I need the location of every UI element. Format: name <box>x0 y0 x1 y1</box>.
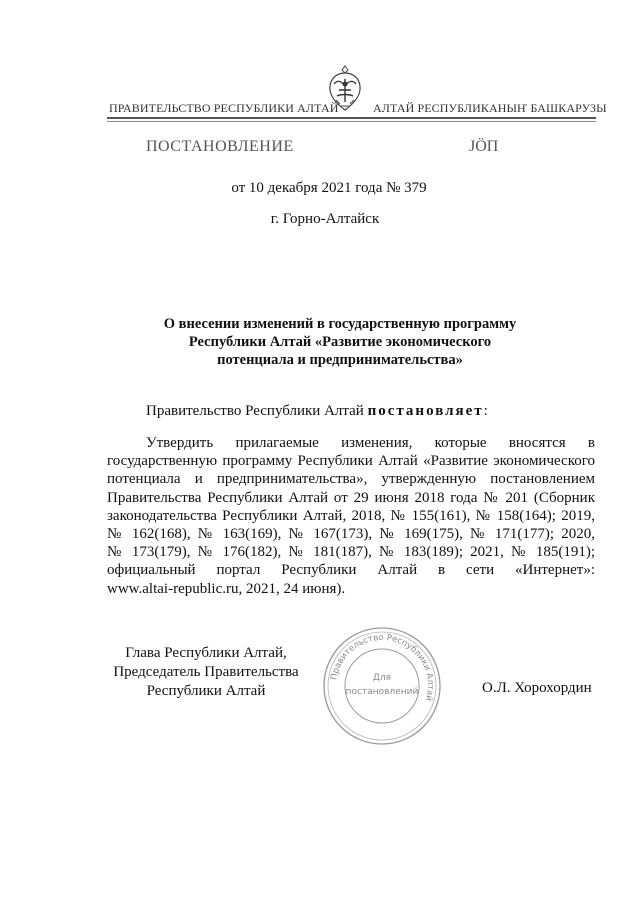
body-line: Правительства Республики Алтай от 29 июня 2018 года № 201 (Сборник <box>107 489 595 506</box>
preamble-verb: постановляет <box>367 403 484 419</box>
title-line: потенциала и предпринимательства» <box>217 352 463 368</box>
document-title <box>140 315 540 369</box>
preamble-subject: Правительство Республики Алтай <box>146 403 364 419</box>
official-stamp <box>320 624 444 748</box>
stamp-center-text: постановлений <box>345 687 419 697</box>
header-left-title: ПРАВИТЕЛЬСТВО РЕСПУБЛИКИ АЛТАЙ <box>109 101 339 115</box>
document-type-ru: ПОСТАНОВЛЕНИЕ <box>146 138 294 155</box>
body-line: законодательства Республики Алтай, 2018, № 155(161), № 158(164); 2019, <box>107 507 595 524</box>
stamp-center-text: Для <box>372 673 392 683</box>
body-line: официальный портал Республики Алтай в сети «Интернет»: <box>107 562 595 579</box>
position-line: Республики Алтай <box>146 683 266 699</box>
preamble <box>146 403 488 420</box>
position-line: Глава Республики Алтай, <box>125 645 287 661</box>
title-line: Республики Алтай «Развитие экономического <box>188 334 492 350</box>
date-number-line: от 10 декабря 2021 года № 379 <box>231 180 427 196</box>
body-line: № 162(168), № 163(169), № 167(173), № 169(175), № 171(177); 2020, <box>107 526 595 543</box>
stamp-ring-text: Правительство Республики Алтай <box>329 632 436 703</box>
signatory-position <box>108 644 304 701</box>
position-line: Председатель Правительства <box>113 664 299 680</box>
body-line: № 173(179), № 176(182), № 181(187), № 183(189); 2021, № 185(191); <box>107 544 595 561</box>
title-line: О внесении изменений в государственную программу <box>163 316 517 332</box>
header-right-title: АЛТАЙ РЕСПУБЛИКАНЫҤ БАШКАРУЗЫ <box>373 101 607 115</box>
body-line: www.altai-republic.ru, 2021, 24 июня). <box>107 580 346 597</box>
body-line: потенциала и предпринимательства», утвержденную постановлением <box>107 471 595 488</box>
signatory-name: О.Л. Хорохордин <box>482 680 592 696</box>
header-divider-thin <box>107 121 596 122</box>
body-line: Утвердить прилагаемые изменения, которые вносятся в <box>146 435 595 451</box>
city-line: г. Горно-Алтайск <box>270 211 380 227</box>
preamble-end: : <box>483 403 488 419</box>
body-paragraph <box>107 434 595 598</box>
document-type-alt: JӦП <box>469 138 499 155</box>
body-line: государственную программу Республики Алтай «Развитие экономического <box>107 453 595 470</box>
header-divider <box>107 117 596 119</box>
